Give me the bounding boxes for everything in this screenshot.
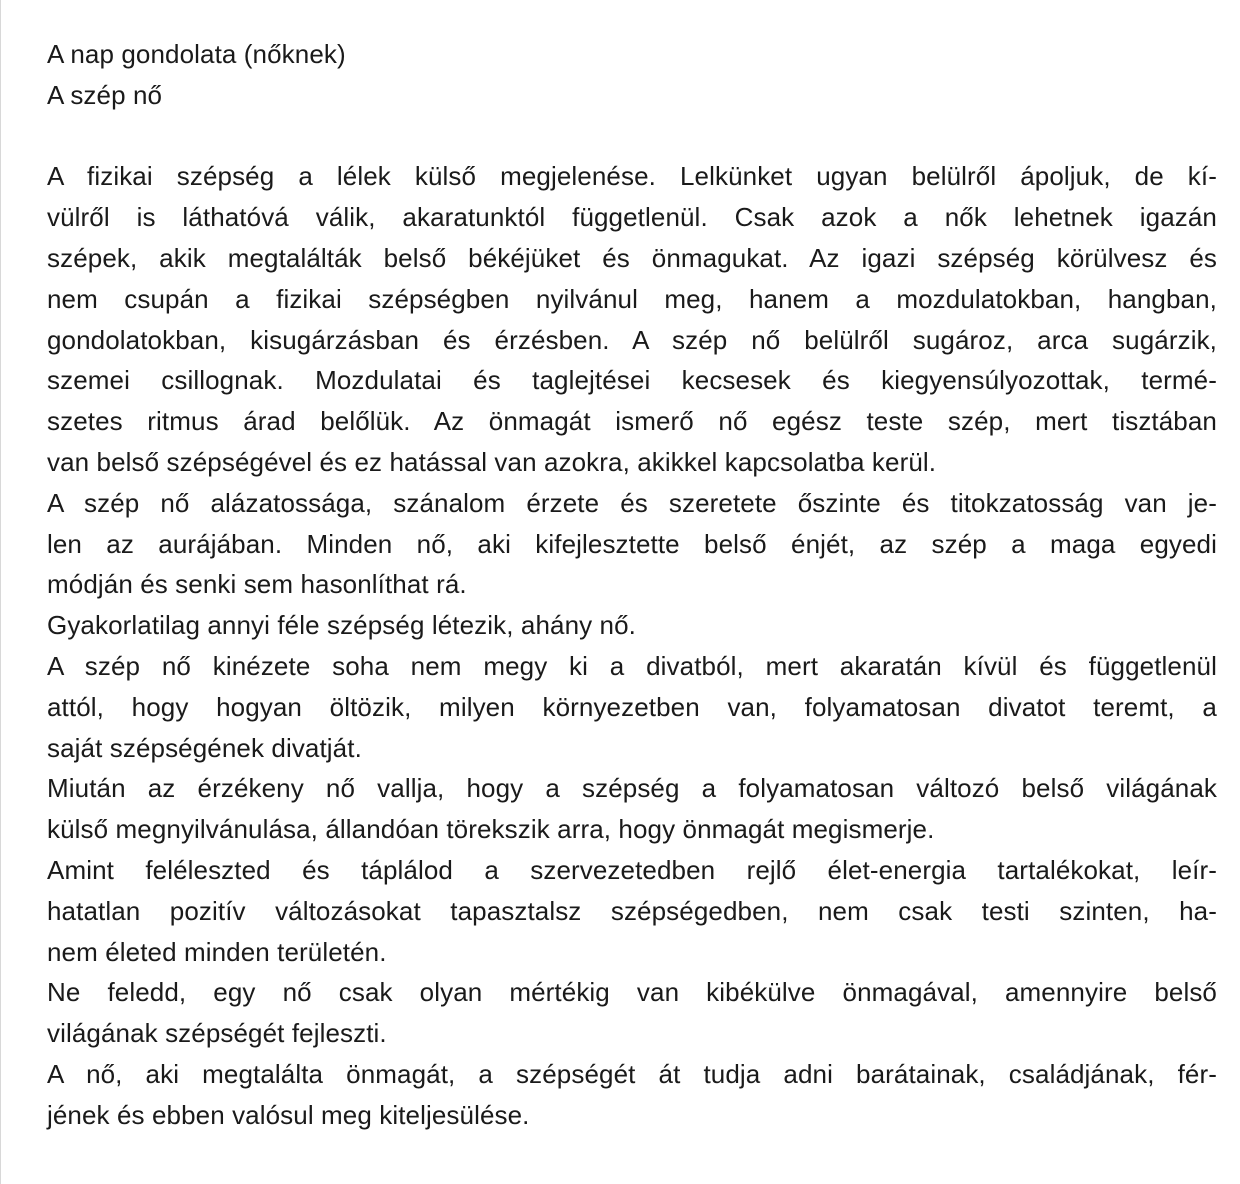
paragraph-line: Ne feledd, egy nő csak olyan mértékig van kibékülve önmagával, amennyire belső [47,977,1217,1008]
paragraph-line: van belső szépségével és ez hatással van azokra, akikkel kapcsolatba kerül. [47,446,937,477]
paragraph-line: A nő, aki megtalálta önmagát, a szépségét át tudja adni barátainak, családjának, fér- [47,1058,1217,1089]
paragraph [47,605,1217,646]
paragraph-line: Amint feléleszted és táplálod a szervezetedben rejlő élet-energia tartalékokat, leír- [47,854,1217,885]
blank-line [47,116,1217,157]
paragraph-line: attól, hogy hogyan öltözik, milyen környezetben van, folyamatosan divatot teremt, a [47,691,1217,722]
paragraphs [47,156,1217,1135]
paragraph-line: A szép nő alázatossága, szánalom érzete és szeretete őszinte és titokzatosság van je- [47,487,1217,518]
paragraph [47,850,1217,972]
paragraph [47,483,1217,605]
paragraph-line: szemei csillognak. Mozdulatai és taglejtései kecsesek és kiegyensúlyozottak, termé- [47,365,1217,396]
paragraph-line: saját szépségének divatját. [47,732,362,763]
paragraph [47,646,1217,768]
paragraph-line: jének és ebben valósul meg kiteljesülése. [47,1099,530,1130]
paragraph-line: hatatlan pozitív változásokat tapasztalsz szépségedben, nem csak testi szinten, ha- [47,895,1217,926]
paragraph [47,768,1217,850]
paragraph-line: len az aurájában. Minden nő, aki kifejlesztette belső énjét, az szép a maga egyedi [47,528,1217,559]
paragraph [47,972,1217,1054]
paragraph-line: A szép nő kinézete soha nem megy ki a divatból, mert akaratán kívül és függetlenül [47,650,1217,681]
document-subtitle: A szép nő [47,79,163,110]
paragraph-line: nem életed minden területén. [47,936,387,967]
paragraph [47,1054,1217,1136]
document-body [47,34,1217,1136]
paragraph [47,156,1217,482]
paragraph-line: Gyakorlatilag annyi féle szépség létezik, ahány nő. [47,610,636,641]
paragraph-line: szépek, akik megtalálták belső békéjüket és önmagukat. Az igazi szépség körülvesz és [47,242,1217,273]
paragraph-line: nem csupán a fizikai szépségben nyilvánul meg, hanem a mozdulatokban, hangban, [47,283,1217,314]
paragraph-line: módján és senki sem hasonlíthat rá. [47,569,467,600]
document-title: A nap gondolata (nőknek) [47,39,346,69]
paragraph-line: Miután az érzékeny nő vallja, hogy a szépség a folyamatosan változó belső világának [47,773,1217,804]
paragraph-line: vülről is láthatóvá válik, akaratunktól függetlenül. Csak azok a nők lehetnek igazán [47,202,1217,233]
paragraph-line: külső megnyilvánulása, állandóan törekszik arra, hogy önmagát megismerje. [47,814,935,845]
paragraph-line: gondolatokban, kisugárzásban és érzésben. A szép nő belülről sugároz, arca sugárzik, [47,324,1217,355]
paragraph-line: A fizikai szépség a lélek külső megjelenése. Lelkünket ugyan belülről ápoljuk, de kí- [47,161,1217,192]
paragraph-line: szetes ritmus árad belőlük. Az önmagát ismerő nő egész teste szép, mert tisztában [47,406,1217,437]
paragraph-line: világának szépségét fejleszti. [47,1018,387,1049]
